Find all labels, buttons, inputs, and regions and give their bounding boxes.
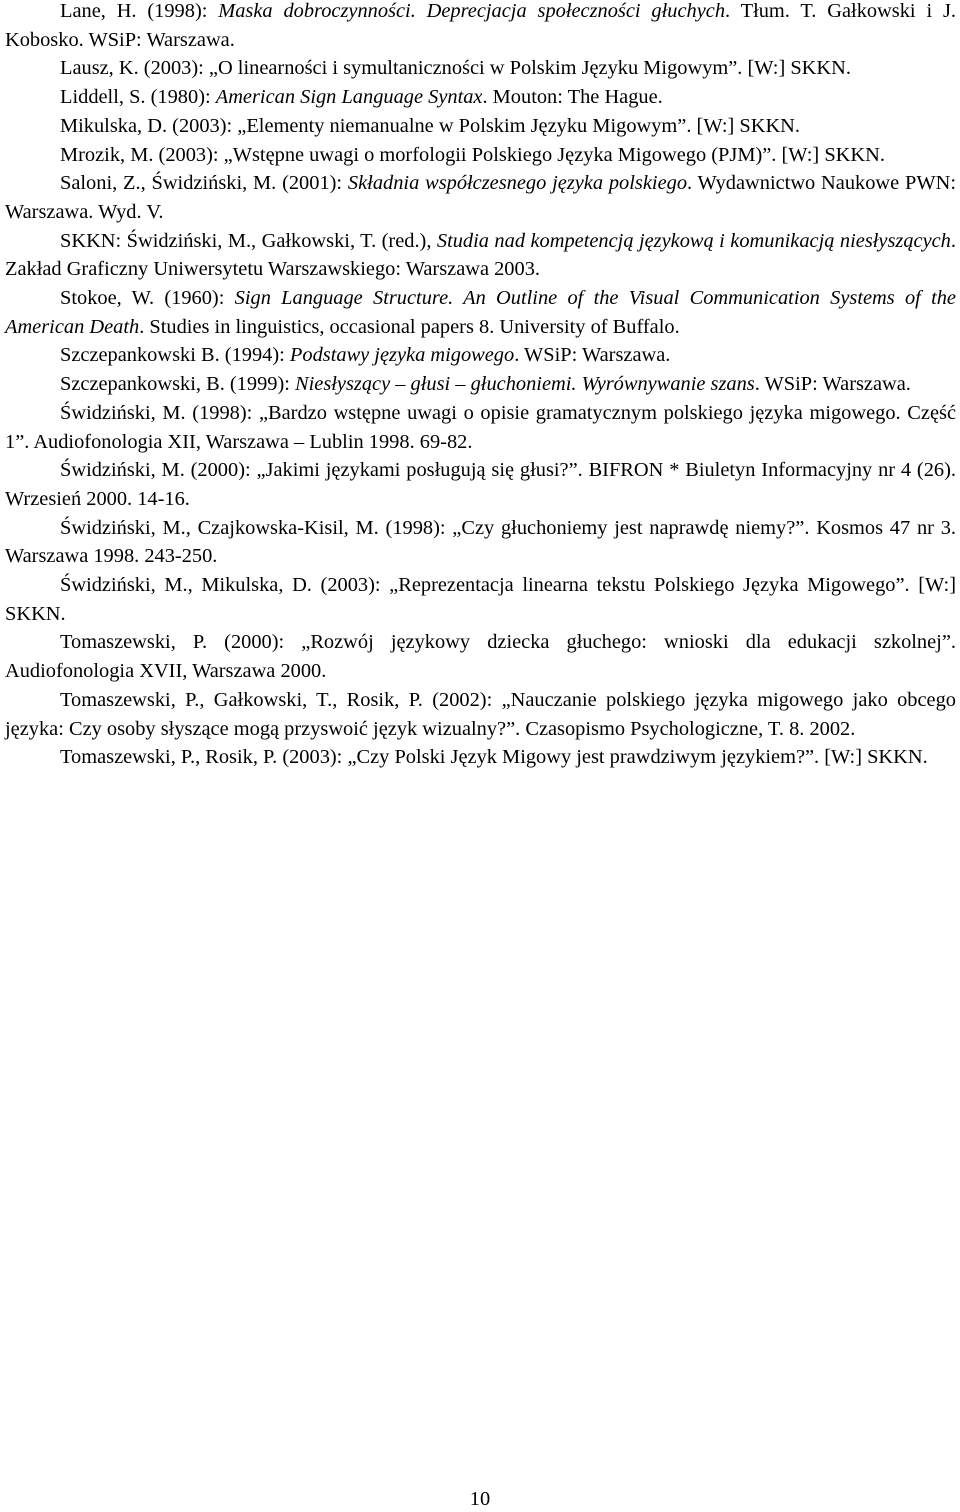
reference-text: . WSiP: Warszawa. (754, 373, 911, 396)
reference-entry (5, 686, 956, 743)
reference-title: Sign Language Structure. An Outline of the Visual Communication Systems of the American Death (5, 287, 956, 338)
reference-list (5, 0, 956, 772)
reference-entry (5, 83, 956, 112)
reference-title: Składnia współczesnego języka polskiego (347, 172, 688, 195)
reference-text: Szczepankowski B. (1994): (60, 344, 290, 367)
reference-text: Lausz, K. (2003): „O linearności i symultaniczności w Polskim Języku Migowym”. [W:] SKKN. (60, 57, 851, 80)
reference-text: . Zakład Graficzny Uniwersytetu Warszawskiego: Warszawa 2003. (5, 229, 956, 281)
reference-text: Świdziński, M., Czajkowska-Kisil, M. (1998): „Czy głuchoniemy jest naprawdę niemy?”. Kosmos 47 nr 3. Warszawa 1998. 243-250. (5, 516, 956, 568)
reference-entry (5, 141, 956, 170)
reference-entry (5, 456, 956, 513)
reference-text: Lane, H. (1998): (60, 0, 219, 22)
reference-text: Świdziński, M. (2000): „Jakimi językami posługują się głusi?”. BIFRON * Biuletyn Informacyjny nr 4 (26). Wrzesień 2000. 14-16. (5, 459, 956, 510)
reference-text: Tomaszewski, P., Gałkowski, T., Rosik, P. (2002): „Nauczanie polskiego języka migowego jako obcego języka: Czy osoby słyszące mogą przyswoić język wizualny?”. Czasopismo Psychologiczne, T. 8. 2002. (5, 688, 956, 740)
reference-entry (5, 284, 956, 341)
reference-entry (5, 112, 956, 141)
reference-title: Studia nad kompetencją językową i komunikacją niesłyszących (436, 229, 951, 252)
reference-entry (5, 743, 956, 772)
reference-entry (5, 227, 956, 284)
reference-entry (5, 54, 956, 83)
reference-text: Świdziński, M., Mikulska, D. (2003): „Reprezentacja linearna tekstu Polskiego Języka Migowego”. [W:] SKKN. (5, 574, 956, 625)
reference-text: Saloni, Z., Świdziński, M. (2001): (60, 172, 348, 195)
reference-text: Mikulska, D. (2003): „Elementy niemanualne w Polskim Języku Migowym”. [W:] SKKN. (60, 114, 800, 137)
reference-text: Liddell, S. (1980): (60, 86, 216, 109)
reference-text: Mrozik, M. (2003): „Wstępne uwagi o morfologii Polskiego Języka Migowego (PJM)”. [W:] SKKN. (60, 143, 885, 166)
reference-text: . Mouton: The Hague. (482, 86, 663, 109)
reference-entry (5, 514, 956, 571)
reference-text: SKKN: Świdziński, M., Gałkowski, T. (red.), (60, 229, 437, 252)
reference-text: Szczepankowski, B. (1999): (60, 373, 296, 396)
reference-text: Tomaszewski, P. (2000): „Rozwój językowy dziecka głuchego: wnioski dla edukacji szkolnej”. Audiofonologia XVII, Warszawa 2000. (5, 631, 956, 683)
reference-entry (5, 169, 956, 226)
reference-entry (5, 399, 956, 456)
reference-text: . Tłum. T. Gałkowski i J. Kobosko. WSiP: Warszawa. (5, 0, 956, 51)
reference-text: . WSiP: Warszawa. (514, 344, 671, 367)
reference-text: Stokoe, W. (1960): (60, 287, 235, 310)
reference-title: Niesłyszący – głusi – głuchoniemi. Wyrównywanie szans (295, 373, 755, 396)
reference-title: Maska dobroczynności. Deprecjacja społeczności głuchych (218, 0, 726, 22)
reference-entry (5, 571, 956, 628)
reference-entry (5, 341, 956, 370)
reference-entry (5, 0, 956, 54)
page-number: 10 (469, 1488, 491, 1510)
reference-entry (5, 370, 956, 399)
reference-text: Świdziński, M. (1998): „Bardzo wstępne uwagi o opisie gramatycznym polskiego języka migowego. Część 1”. Audiofonologia XII, Warszawa – Lublin 1998. 69-82. (5, 401, 956, 453)
reference-text: . Studies in linguistics, occasional papers 8. University of Buffalo. (139, 315, 680, 338)
reference-text: Tomaszewski, P., Rosik, P. (2003): „Czy Polski Język Migowy jest prawdziwym językiem?”. [W:] SKKN. (60, 746, 928, 769)
reference-text: . Wydawnictwo Naukowe PWN: Warszawa. Wyd. V. (5, 172, 956, 223)
reference-title: American Sign Language Syntax (215, 86, 483, 109)
reference-title: Podstawy języka migowego (289, 344, 515, 367)
reference-entry (5, 628, 956, 685)
